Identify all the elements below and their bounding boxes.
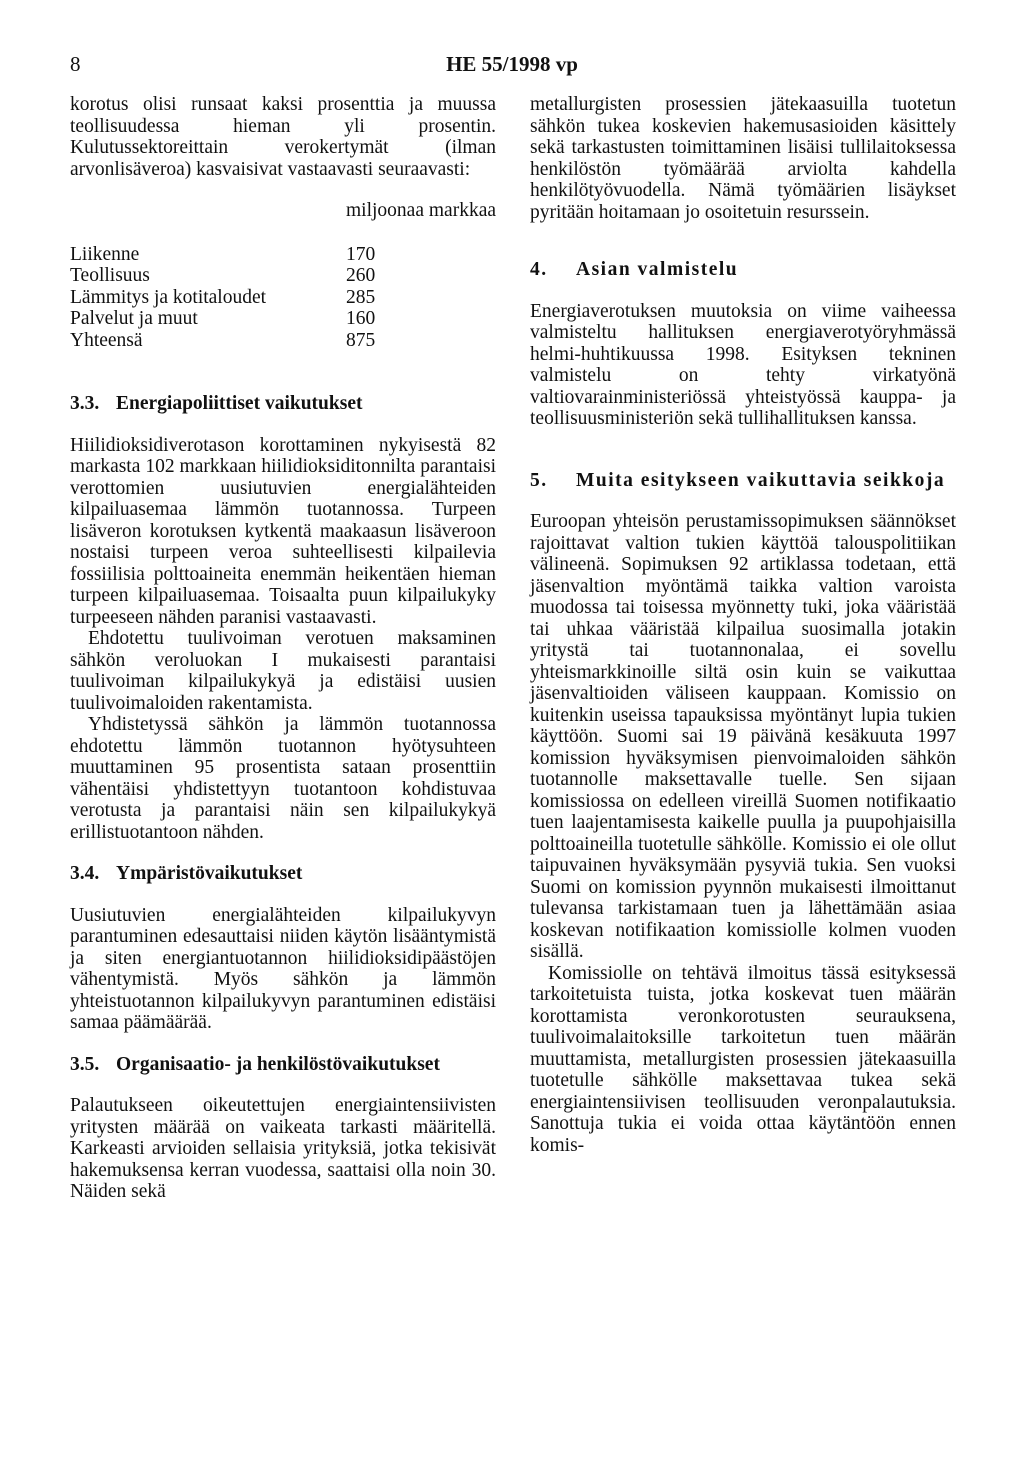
sector-name: Liikenne xyxy=(70,243,140,265)
section-heading-4 xyxy=(530,259,956,281)
section-heading-3-4 xyxy=(70,863,496,885)
table-row xyxy=(70,308,375,330)
table-row xyxy=(70,287,375,309)
paragraph: Euroopan yhteisön perustamissopimuksen säännökset rajoittavat valtion tukien käyttöä talouspolitiikan välineenä. Sopimuksen 92 artiklassa todetaan, että jäsenvaltion myöntämä taikka valtion varoista muodossa tai toisessa myönnetty tuki, joka vääristää tai uhkaa vääristää kilpailua suosimalla jotakin yritystä tai tuotannonalaa, ei sovellu yhteismarkkinoille siltä osin kuin se vaikuttaa jäsenvaltioiden väliseen kauppaan. Komissio on kuitenkin useissa tapauksissa myöntänyt lupia tukien käyttöön. Suomi sai 19 päivänä kesäkuuta 1997 komission hyväksymisen pienvoimaloiden sähkön tuotannolle maksettavalle tuelle. Sen sijaan komissiossa on edelleen vireillä Suomen notifikaatio tuen laajentamisesta kaikelle puulla ja puupohjaisilla polttoaineilla tuotetulle sähkölle. Komissio ei ole ollut taipuvainen hyväksymään pysyviä tukia. Sen vuoksi Suomi on komission pyynnön mukaisesti ilmoittanut tulevansa tarkistamaan tuen ja lähettämään asiaa koskevan notifikaation komissiolle kolmen vuoden sisällä. xyxy=(530,511,956,962)
section-number: 3.4. xyxy=(70,863,100,884)
sector-name: Yhteensä xyxy=(70,329,143,351)
sector-amount: 285 xyxy=(346,286,376,308)
sector-name: Teollisuus xyxy=(70,265,150,286)
section-number: 5. xyxy=(530,469,548,491)
left-column xyxy=(70,94,496,1203)
section-heading-5 xyxy=(530,470,956,492)
table-row xyxy=(70,330,375,352)
paragraph: Energiaverotuksen muutoksia on viime vaiheessa valmisteltu hallituksen energiaverotyöryhmässä helmi-huhtikuussa 1998. Esityksen tekninen valmistelu on tehty virkatyönä valtiovarainministeriössä yhteistyössä kauppa- ja teollisuusministeriön sekä tullihallituksen kanssa. xyxy=(530,300,956,429)
section-number: 4. xyxy=(530,259,548,280)
section-title: Organisaatio- ja henkilöstövaikutukset xyxy=(116,1053,440,1075)
section-number: 3.5. xyxy=(70,1053,100,1075)
sector-name: Lämmitys ja kotitaloudet xyxy=(70,286,267,308)
table-row xyxy=(70,265,375,287)
paragraph: metallurgisten prosessien jätekaasuilla tuotetun sähkön tukea koskevien hakemusasioiden käsittely sekä tarkastusten toimittaminen lisäisi tullilaitoksessa henkilöstön työmäärää arviolta kahdella henkilötyövuodella. Nämä työmäärien lisäykset pyritään hoitamaan jo osoitetuin resurssein. xyxy=(530,94,956,223)
section-title: Muita esitykseen vaikuttavia seikkoja xyxy=(576,469,946,491)
sector-amount: 160 xyxy=(346,308,376,329)
sector-name: Palvelut ja muut xyxy=(70,308,198,329)
section-heading-3-3 xyxy=(70,393,496,415)
section-title: Asian valmistelu xyxy=(576,259,739,280)
section-number: 3.3. xyxy=(70,393,100,414)
section-heading-3-5 xyxy=(70,1054,496,1076)
page-number: 8 xyxy=(70,52,81,76)
paragraph: Yhdistetyssä sähkön ja lämmön tuotannossa ehdotettu lämmön tuotannon hyötysuhteen muuttaminen 95 prosentista sataan prosenttiin vähentäisi yhdistettyyn tuotantoon kohdistuvaa verotusta ja parantaisi näin sen kilpailukykyä erillistuotantoon nähden. xyxy=(70,714,496,843)
paragraph: Uusiutuvien energialähteiden kilpailukyvyn parantuminen edesauttaisi niiden käytön lisääntymistä ja siten energiantuotannon hiilidioksidipäästöjen vähentymistä. Myös sähkön ja lämmön yhteistuotannon kilpailukyvyn parantuminen edistäisi samaa päämäärää. xyxy=(70,904,496,1033)
section-title: Ympäristövaikutukset xyxy=(116,863,303,884)
sector-amount: 875 xyxy=(346,329,376,351)
sector-amount: 260 xyxy=(346,265,376,286)
table-row xyxy=(70,244,375,266)
intro-paragraph: korotus olisi runsaat kaksi prosenttia ja muussa teollisuudessa hieman yli prosentin. Kulutussektoreittain verokertymät (ilman arvonlisäveroa) kasvaisivat vastaavasti seuraavasti: xyxy=(70,94,496,180)
paragraph: Hiilidioksidiverotason korottaminen nykyisestä 82 markasta 102 markkaan hiilidioksiditonnilta parantaisi verottomien uusiutuvien energialähteiden kilpailuasemaa lämmön tuotannossa. Turpeen lisäveron korotuksen kytkentä maakaasun lisäveroon nostaisi turpeen veroa suhteellisesti kilpailevia fossiilisia polttoaineita enemmän heikentäen hieman turpeen kilpailuasemaa. Toisaalta puun kilpailukyky turpeeseen nähden paranisi vastaavasti. xyxy=(70,434,496,628)
sector-amount: 170 xyxy=(346,243,376,265)
paragraph: Komissiolle on tehtävä ilmoitus tässä esityksessä tarkoitetuista tuista, jotka koskevat tuen määrän korottamista veronkorotusten seurauksena, tuulivoimalaitoksille tarkoitetun tuen määrän muuttamista, metallurgisten prosessien jätekaasuilla tuotetulle sähkölle maksettavaa tukea sekä energiaintensiivisen teollisuuden veronpalautuksia. Sanottuja tukia ei voida ottaa käytäntöön ennen komis- xyxy=(530,962,956,1156)
right-column xyxy=(530,94,956,1156)
running-head: HE 55/1998 vp xyxy=(446,52,578,76)
tax-revenue-table xyxy=(70,244,375,352)
paragraph: Palautukseen oikeutettujen energiaintensiivisten yritysten määrää on vaikeata tarkasti määritellä. Karkeasti arvioiden sellaisia yrityksiä, jotka tekisivät hakemuksensa kerran vuodessa, saattaisi olla noin 30. Näiden sekä xyxy=(70,1095,496,1202)
section-title: Energiapoliittiset vaikutukset xyxy=(116,393,363,414)
paragraph: Ehdotettu tuulivoiman verotuen maksaminen sähkön veroluokan I mukaisesti parantaisi tuulivoiman kilpailukykyä ja edistäisi uusien tuulivoimaloiden rakentamista. xyxy=(70,628,496,714)
table-unit-label: miljoonaa markkaa xyxy=(346,200,496,221)
